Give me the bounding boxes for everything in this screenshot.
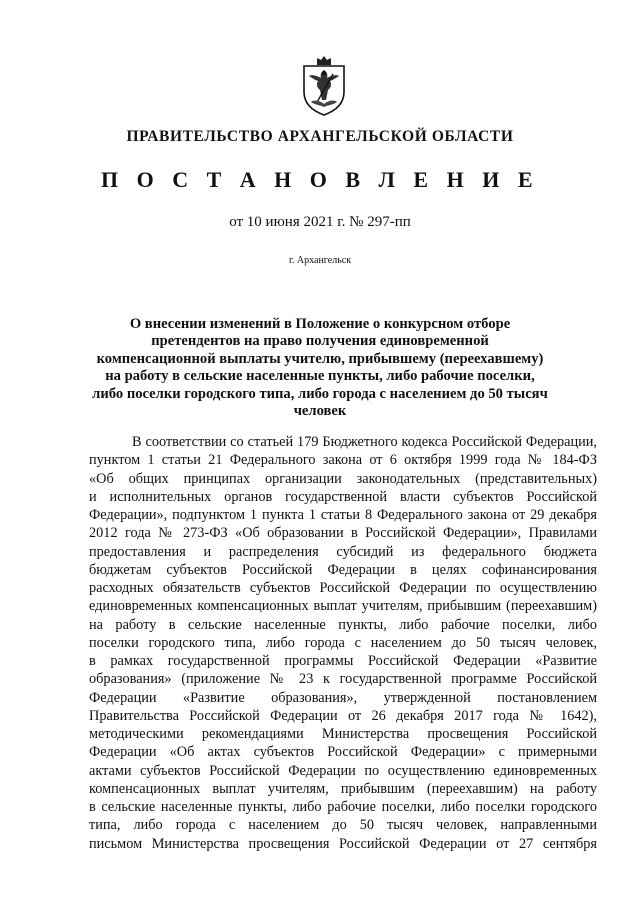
body-line: компенсационных выплат учителям, прибывшим (переехавшим) на работу — [89, 780, 597, 797]
body-line: предоставления и распределения субсидий из федерального бюджета — [89, 543, 597, 560]
body-line: на работу в сельские населенные пункты, либо рабочие поселки, либо — [89, 616, 597, 633]
body-line: Федерации «Развитие образования», утвержденной постановлением — [89, 689, 597, 706]
body-line: в рамках государственной программы Российской Федерации «Развитие — [89, 653, 597, 669]
date-number: от 10 июня 2021 г. № 297-пп — [229, 214, 411, 230]
document-title: О внесении изменений в Положение о конкурсном отборе претендентов на право получения единовременной компенсационной выплаты учителю, прибывшему (переехавшему) на работу в сельские населенные пункты, либо рабочие поселки, либо поселки городского типа, либо города с населением до 50 тысяч человек — [92, 316, 548, 420]
body-line: методическими рекомендациями Министерства просвещения Российской — [89, 726, 597, 742]
body-line: типа, либо города с населением до 50 тысяч человек, направленными — [89, 817, 597, 834]
body-line: В соответствии со статьей 179 Бюджетного кодекса Российской Федерации, — [132, 434, 597, 450]
body-line: образования» (приложение № 23 к государственной программе Российской — [89, 671, 597, 688]
body-line: в сельские населенные пункты, либо рабочие поселки, либо поселки городского — [89, 799, 597, 815]
body-line: Федерации», подпунктом 1 пункта 1 статьи 8 Федерального закона от 29 декабря — [89, 507, 597, 523]
city: г. Архангельск — [288, 255, 352, 266]
body-line: поселки городского типа, либо города с населением до 50 тысяч человек, — [89, 634, 597, 651]
body-line: бюджетам субъектов Российской Федерации в целях софинансирования — [89, 561, 597, 578]
body-line: «Об общих принципах организации законодательных (представительных) — [89, 470, 597, 487]
coat-of-arms-icon — [300, 54, 348, 116]
government-name: ПРАВИТЕЛЬСТВО АРХАНГЕЛЬСКОЙ ОБЛАСТИ — [126, 128, 514, 145]
body-line: письмом Министерства просвещения Российской Федерации от 27 сентября — [89, 835, 597, 852]
body-line: пунктом 1 статьи 21 Федерального закона от 6 октября 1999 года № 184-ФЗ — [89, 452, 597, 469]
body-line: 2012 года № 273-ФЗ «Об образовании в Российской Федерации», Правилами — [89, 525, 597, 542]
body-text — [89, 433, 597, 853]
body-line: Правительства Российской Федерации от 26 декабря 2017 года № 1642), — [89, 707, 597, 724]
body-line: Федерации «Об актах субъектов Российской Федерации» с примерными — [89, 744, 597, 761]
body-line: единовременных компенсационных выплат учителям, прибывшим (переехавшим) — [89, 598, 597, 615]
body-line: расходных обязательств субъектов Российской Федерации по осуществлению — [89, 580, 597, 596]
document-type: П О С Т А Н О В Л Е Н И Е — [100, 167, 540, 192]
body-line: актами субъектов Российской Федерации по осуществлению единовременных — [89, 762, 597, 779]
body-line: и исполнительных органов государственной власти субъектов Российской — [89, 488, 597, 505]
